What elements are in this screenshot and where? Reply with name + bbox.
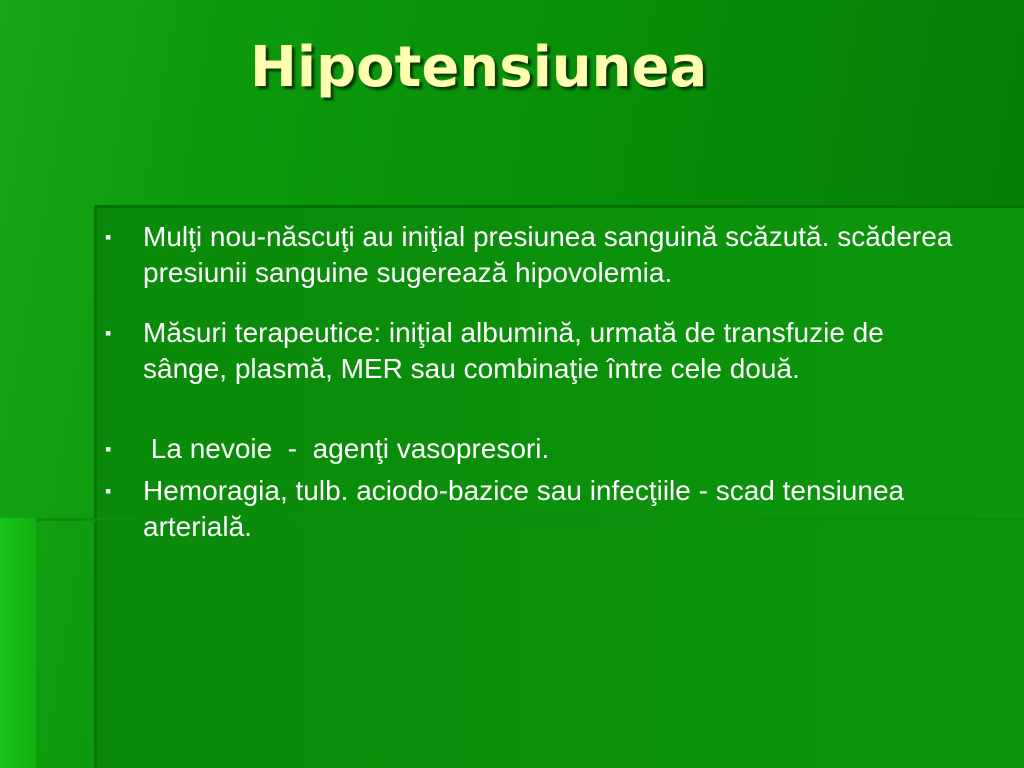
square-bullet-icon: ▪ <box>105 439 112 459</box>
square-bullet-icon: ▪ <box>105 323 112 343</box>
bullet-text: La nevoie - agenţi vasopresori. <box>143 433 550 464</box>
bullet-text: Măsuri terapeutice: iniţial albumină, urmată de transfuzie de sânge, plasmă, MER sau combinaţie între cele două. <box>143 317 884 384</box>
bullet-text: Hemoragia, tulb. aciodo-bazice sau infecţiile - scad tensiunea arterială. <box>143 475 905 542</box>
bullet-item-2 <box>105 315 1010 387</box>
bullet-item-1 <box>105 219 1010 291</box>
bullet-text: Mulţi nou-născuţi au iniţial presiunea sanguină scăzută. scăderea presiunii sanguine sugerează hipovolemia. <box>143 221 953 288</box>
square-bullet-icon: ▪ <box>105 481 112 501</box>
slide-title: Hipotensiunea <box>250 35 708 100</box>
bullet-item-3 <box>105 431 1010 467</box>
bullet-item-4 <box>105 473 1010 545</box>
square-bullet-icon: ▪ <box>105 227 112 247</box>
bullet-list <box>105 219 1010 545</box>
decorative-side-strip <box>0 518 36 768</box>
